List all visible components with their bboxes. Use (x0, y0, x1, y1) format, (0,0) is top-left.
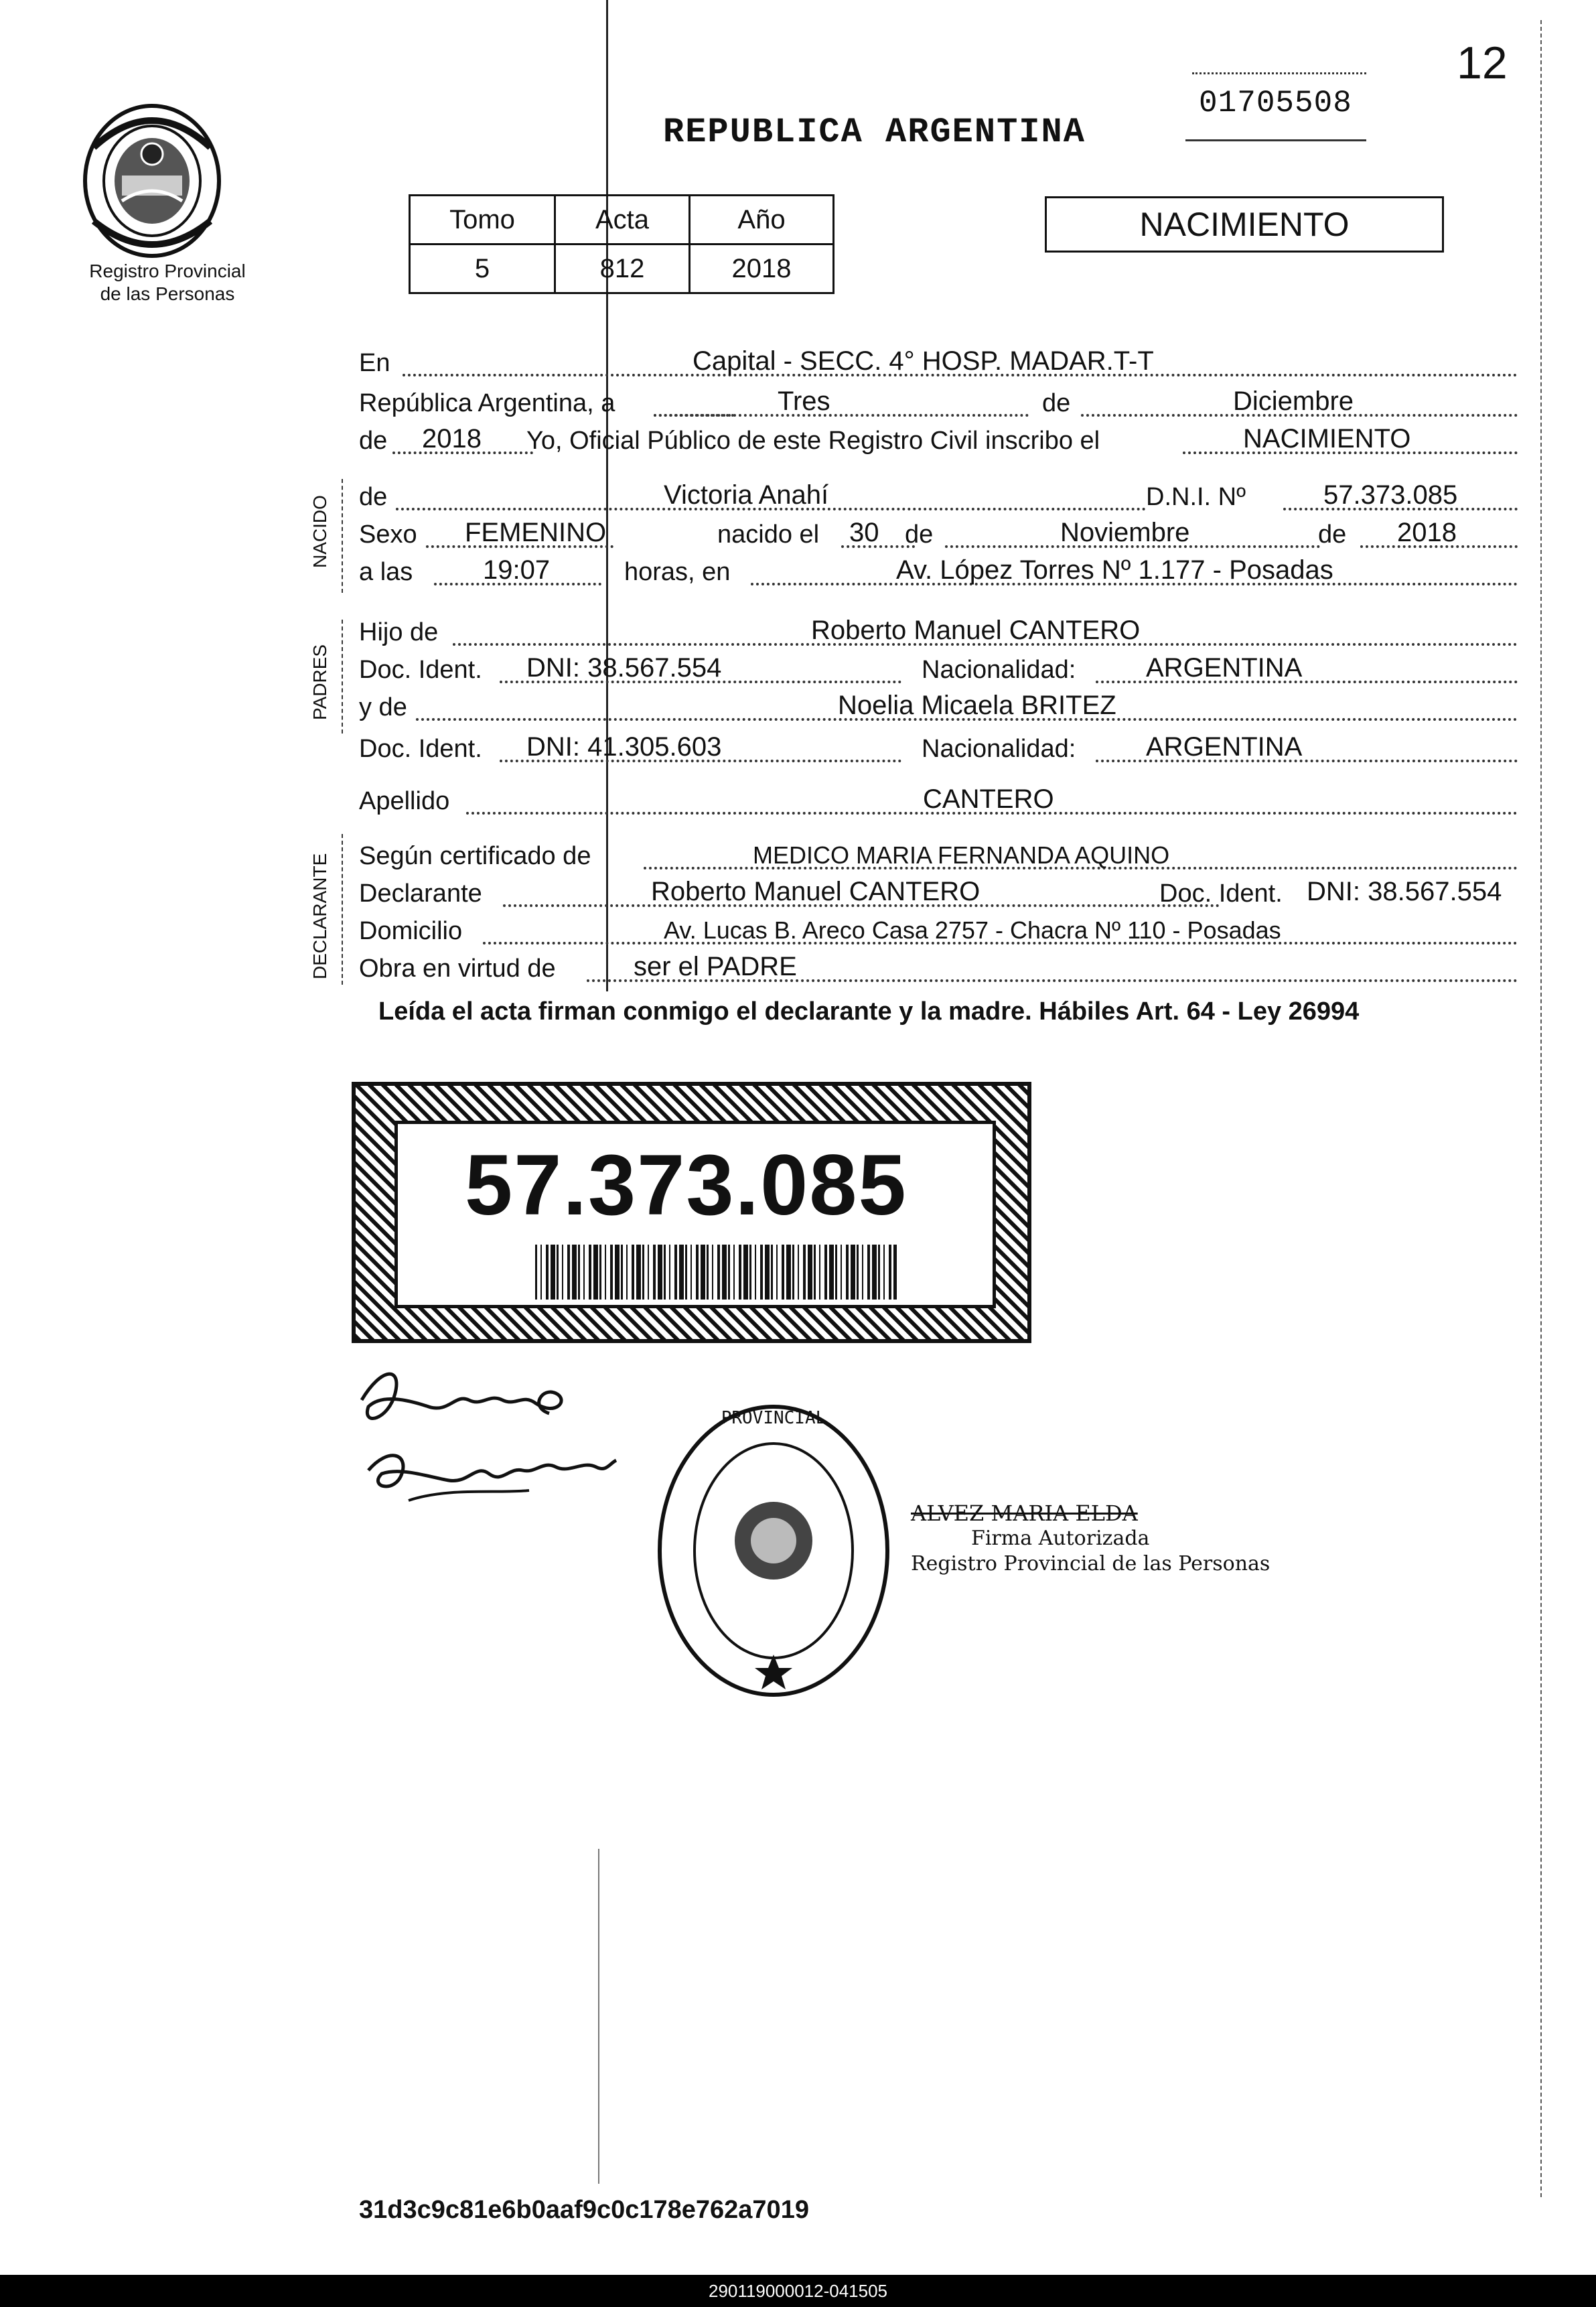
barcode-bar (562, 1245, 563, 1300)
barcode-bar (701, 1245, 705, 1300)
barcode-bar (648, 1245, 649, 1300)
barcode-bar (749, 1245, 751, 1300)
registry-line: de las Personas (100, 283, 235, 304)
sticker-panel (394, 1121, 996, 1308)
label-hijo-de: Hijo de (359, 618, 439, 646)
section-bracket (342, 479, 343, 593)
barcode-bar (851, 1245, 855, 1300)
label-en: En (359, 349, 390, 377)
official-stamp (653, 1397, 894, 1705)
value-dia: Tres (778, 387, 830, 416)
barcode-bar (782, 1245, 784, 1300)
label-nacido-el: nacido el (717, 520, 820, 549)
country-title: REPUBLICA ARGENTINA (663, 113, 1086, 152)
barcode-bar (798, 1245, 799, 1300)
barcode-bar (578, 1245, 580, 1300)
value-certificado: MEDICO MARIA FERNANDA AQUINO (753, 841, 1170, 869)
row-domicilio (359, 912, 1518, 950)
barcode-bar (893, 1245, 897, 1300)
value-nombre: Victoria Anahí (664, 480, 829, 510)
barcode-bar (593, 1245, 598, 1300)
row-padre (359, 614, 1518, 651)
label-yo: Yo, Oficial Público de este Registro Civil inscribo el (526, 427, 1100, 455)
barcode-bar (819, 1245, 820, 1300)
value-declarante: Roberto Manuel CANTERO (651, 877, 981, 906)
barcode-bar (674, 1245, 677, 1300)
value-tomo: 5 (410, 244, 555, 293)
firma-name: ALVEZ MARIA ELDA (911, 1500, 1138, 1526)
barcode-bar (669, 1245, 670, 1300)
value-acta: 812 (555, 244, 690, 293)
right-edge-line (1540, 20, 1543, 2197)
value-declarante-dni: DNI: 38.567.554 (1307, 877, 1502, 906)
barcode-bar (883, 1245, 885, 1300)
barcode-bar (685, 1245, 687, 1300)
authorized-signature (911, 1500, 1270, 1577)
label-de-nombre: de (359, 483, 388, 511)
barcode-bar (599, 1245, 601, 1300)
barcode-bar (583, 1245, 585, 1300)
row-certificado (359, 837, 1518, 875)
value-madre: Noelia Micaela BRITEZ (838, 691, 1116, 720)
firma-line2: Registro Provincial de las Personas (911, 1552, 1271, 1576)
value-domicilio: Av. Lucas B. Areco Casa 2757 - Chacra Nº 110 - Posadas (664, 916, 1281, 944)
barcode-bar (739, 1245, 741, 1300)
label-republica: República Argentina, a (359, 389, 615, 417)
barcode-bar (610, 1245, 613, 1300)
row-lugar (359, 344, 1518, 382)
barcode-bar (803, 1245, 806, 1300)
barcode-bar (626, 1245, 628, 1300)
page-number: 12 (1457, 38, 1508, 88)
label-nacionalidad: Nacionalidad: (922, 656, 1076, 684)
act-type-box: NACIMIENTO (1045, 196, 1444, 253)
label-sexo: Sexo (359, 520, 417, 549)
svg-text:PROVINCIAL: PROVINCIAL (721, 1408, 826, 1428)
barcode-bar (712, 1245, 713, 1300)
label-horas-en: horas, en (624, 558, 731, 586)
section-nacido: NACIDO (309, 495, 330, 568)
barcode-bar (808, 1245, 812, 1300)
section-bracket (342, 834, 343, 985)
barcode-bar (551, 1245, 555, 1300)
label-de-anio-nac: de (1318, 520, 1347, 549)
label-de-anio: de (359, 427, 388, 455)
signature-declarante (342, 1353, 623, 1527)
section-bracket (342, 620, 343, 733)
value-tipo: NACIMIENTO (1243, 424, 1411, 453)
barcode-bar (540, 1245, 542, 1300)
barcode-bar (557, 1245, 559, 1300)
barcode-bar (572, 1245, 577, 1300)
label-y-de: y de (359, 693, 407, 721)
barcode-bar (786, 1245, 791, 1300)
value-lugar-nac: Av. López Torres Nº 1.177 - Posadas (896, 555, 1333, 585)
row-hora (359, 553, 1518, 591)
label-a-las: a las (359, 558, 413, 586)
barcode-bar (642, 1245, 644, 1300)
barcode-bar (722, 1245, 727, 1300)
serial-number: 01705508 (1199, 86, 1352, 121)
row-madre (359, 689, 1518, 726)
value-madre-nac: ARGENTINA (1146, 732, 1303, 762)
value-mes: Diciembre (1233, 387, 1354, 416)
value-dni: 57.373.085 (1323, 480, 1458, 510)
barcode-bar (867, 1245, 870, 1300)
value-lugar: Capital - SECC. 4° HOSP. MADAR.T-T (693, 346, 1154, 376)
value-anio: 2018 (422, 424, 482, 453)
registry-line: Registro Provincial (89, 261, 246, 281)
value-hora: 19:07 (483, 555, 551, 585)
label-obra: Obra en virtud de (359, 955, 556, 983)
barcode-bar (707, 1245, 709, 1300)
barcode-bar (546, 1245, 549, 1300)
value-padre: Roberto Manuel CANTERO (811, 616, 1141, 645)
row-declarante (359, 875, 1518, 912)
row-obra (359, 950, 1518, 987)
dotted-line (654, 414, 1029, 417)
label-doc-ident: Doc. Ident. (359, 735, 482, 763)
label-de-mes-nac: de (905, 520, 934, 549)
scan-line (598, 1849, 599, 2184)
label-domicilio: Domicilio (359, 917, 463, 945)
value-apellido: CANTERO (923, 784, 1054, 814)
barcode-bar (679, 1245, 684, 1300)
barcode-bar (605, 1245, 606, 1300)
barcode-bar (857, 1245, 859, 1300)
row-inscribo (359, 422, 1518, 460)
barcode-bar (824, 1245, 827, 1300)
dni-sticker (352, 1082, 1031, 1343)
header-anio: Año (690, 196, 834, 244)
value-dia-nac: 30 (849, 518, 879, 547)
section-declarante: DECLARANTE (309, 853, 330, 979)
barcode-bar (717, 1245, 720, 1300)
value-mes-nac: Noviembre (1060, 518, 1190, 547)
header-acta: Acta (555, 196, 690, 244)
label-de-mes: de (1042, 389, 1071, 417)
document-hash: 31d3c9c81e6b0aaf9c0c178e762a7019 (359, 2196, 809, 2224)
barcode-bar (589, 1245, 591, 1300)
barcode-bar (760, 1245, 763, 1300)
row-fecha (359, 384, 1518, 422)
row-apellido (359, 782, 1518, 820)
firma-line1: Firma Autorizada (971, 1527, 1150, 1550)
barcode-bar (733, 1245, 735, 1300)
barcode-bar (632, 1245, 634, 1300)
label-dni: D.N.I. Nº (1146, 483, 1246, 511)
barcode-bar (728, 1245, 730, 1300)
barcode-bar (664, 1245, 666, 1300)
row-sexo (359, 516, 1518, 553)
barcode-bar (615, 1245, 620, 1300)
value-anio-nac: 2018 (1397, 518, 1457, 547)
barcode-bar (835, 1245, 837, 1300)
barcode-bar (755, 1245, 756, 1300)
barcode-bar (696, 1245, 699, 1300)
barcode-bar (771, 1245, 773, 1300)
barcode-bar (829, 1245, 834, 1300)
barcode-bar (653, 1245, 656, 1300)
label-apellido: Apellido (359, 787, 450, 815)
value-madre-dni: DNI: 41.305.603 (526, 732, 722, 762)
row-nombre (359, 478, 1518, 516)
provincial-seal-icon (80, 100, 224, 261)
value-obra: ser el PADRE (634, 952, 797, 981)
row-padre-doc (359, 651, 1518, 689)
barcode-bar (636, 1245, 641, 1300)
closing-note: Leída el acta firman conmigo el declarante y la madre. Hábiles Art. 64 - Ley 26994 (378, 997, 1360, 1026)
label-doc-ident: Doc. Ident. (359, 656, 482, 684)
barcode-bar (535, 1245, 537, 1300)
barcode-bar (691, 1245, 692, 1300)
barcode-bar (889, 1245, 891, 1300)
barcode-bar (792, 1245, 794, 1300)
section-padres: PADRES (309, 644, 330, 720)
barcode-bar (658, 1245, 662, 1300)
sticker-number: 57.373.085 (465, 1137, 908, 1233)
serial-rule (1192, 72, 1366, 74)
registry-label (74, 260, 261, 305)
barcode-bar (878, 1245, 880, 1300)
barcode-bar (814, 1245, 816, 1300)
barcode-bar (743, 1245, 748, 1300)
barcode-bar (776, 1245, 778, 1300)
label-declarante: Declarante (359, 880, 482, 908)
value-anio: 2018 (690, 244, 834, 293)
header-tomo: Tomo (410, 196, 555, 244)
row-madre-doc (359, 730, 1518, 768)
value-padre-dni: DNI: 38.567.554 (526, 653, 722, 683)
barcode-bar (621, 1245, 623, 1300)
barcode-icon (535, 1245, 897, 1300)
barcode-bar (765, 1245, 770, 1300)
barcode-bar (862, 1245, 863, 1300)
barcode-bar (846, 1245, 849, 1300)
label-nacionalidad: Nacionalidad: (922, 735, 1076, 763)
barcode-bar (841, 1245, 842, 1300)
barcode-bar (567, 1245, 570, 1300)
label-segun: Según certificado de (359, 842, 591, 870)
barcode-bar (872, 1245, 877, 1300)
serial-rule (1185, 139, 1366, 141)
act-table (409, 194, 835, 294)
footer-code: 290119000012-041505 (0, 2275, 1596, 2307)
value-sexo: FEMENINO (465, 518, 607, 547)
label-doc-ident-decl: Doc. Ident. (1159, 880, 1283, 908)
value-padre-nac: ARGENTINA (1146, 653, 1303, 683)
